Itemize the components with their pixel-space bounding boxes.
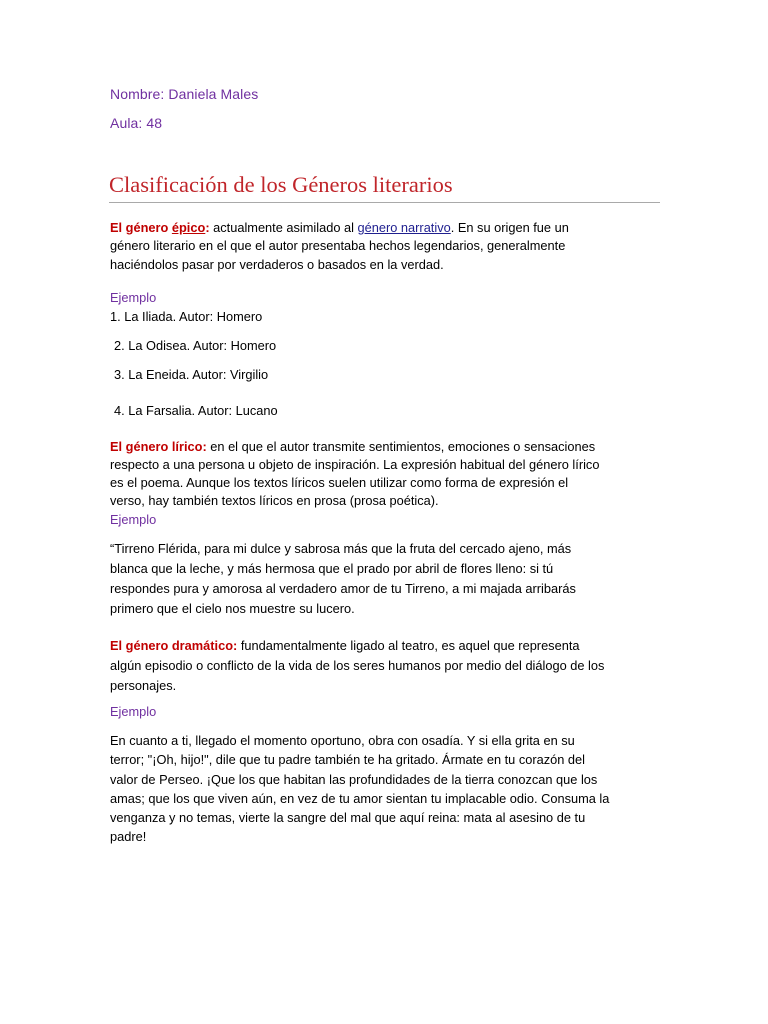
dramatico-line-3: personajes.: [110, 678, 177, 693]
dramatico-example-line: En cuanto a ti, llegado el momento oportuno, obra con osadía. Y si ella grita en su: [110, 733, 575, 748]
page-title: Clasificación de los Géneros literarios: [109, 172, 660, 203]
dramatico-example-line: padre!: [110, 829, 147, 845]
epico-line-2: género literario en el que el autor presentaba hechos legendarios, generalmente: [110, 238, 566, 254]
lirico-line-3: es el poema. Aunque los textos líricos suelen utilizar como forma de expresión el: [110, 475, 569, 490]
lirico-label: El género lírico:: [110, 439, 207, 454]
epico-example-item: 4. La Farsalia. Autor: Lucano: [114, 403, 278, 418]
dramatico-example-line: valor de Perseo. ¡Que los que habitan las profundidades de la tierra conozcan que los: [110, 771, 598, 787]
ejemplo-heading-lirico: Ejemplo: [110, 512, 157, 527]
dramatico-label: El género dramático:: [110, 638, 238, 653]
epico-line1-rest: . En su origen fue un: [450, 220, 569, 235]
dramatico-example-line: amas; que los que viven aún, en vez de tu amor sientan tu implacable odio. Consuma la: [110, 790, 610, 806]
genero-narrativo-link[interactable]: género narrativo: [357, 220, 451, 235]
lirico-example-line: “Tirreno Flérida, para mi dulce y sabrosa más que la fruta del cercado ajeno, más: [110, 541, 572, 556]
lirico-example-line: primero que el cielo nos muestre su lucero.: [110, 601, 355, 616]
student-name: Nombre: Daniela Males: [110, 86, 259, 102]
epico-paragraph: [110, 219, 670, 274]
lirico-line-2: respecto a una persona u objeto de inspiración. La expresión habitual del género lírico: [110, 457, 600, 472]
epico-label-word: épico: [171, 220, 206, 235]
lirico-example-line: blanca que la leche, y más hermosa que el prado por abril de flores lleno: si tú: [110, 561, 554, 576]
ejemplo-heading-dramatico: Ejemplo: [110, 704, 157, 719]
epico-label-colon: :: [205, 220, 210, 235]
lirico-line-1: en el que el autor transmite sentimientos, emociones o sensaciones: [206, 439, 596, 454]
lirico-paragraph: [110, 438, 670, 510]
epico-example-item: 3. La Eneida. Autor: Virgilio: [114, 367, 269, 382]
dramatico-line-1: fundamentalmente ligado al teatro, es aquel que representa: [237, 638, 580, 653]
lirico-line-4: verso, hay también textos líricos en prosa (prosa poética).: [110, 493, 439, 508]
classroom-number: Aula: 48: [110, 115, 163, 131]
epico-example-item: 1. La Iliada. Autor: Homero: [110, 309, 263, 324]
dramatico-line-2: algún episodio o conflicto de la vida de los seres humanos por medio del diálogo de los: [110, 658, 605, 673]
dramatico-example-line: terror; "¡Oh, hijo!", dile que tu padre también te ha gritado. Ármate en tu corazón del: [110, 752, 586, 768]
epico-line-3: haciéndolos pasar por verdaderos o basados en la verdad.: [110, 256, 444, 272]
epico-label-prefix: El género: [110, 220, 172, 235]
dramatico-example-line: venganza y no temas, vierte la sangre del mal que aquí reina: mata al asesino de tu: [110, 810, 586, 826]
epico-example-item: 2. La Odisea. Autor: Homero: [114, 338, 277, 353]
lirico-example-line: respondes pura y amorosa al verdadero amor de tu Tirreno, a mi majada arribarás: [110, 581, 576, 596]
ejemplo-heading-epico: Ejemplo: [110, 290, 157, 305]
dramatico-example-quote: [110, 731, 670, 847]
lirico-example-quote: [110, 539, 670, 619]
dramatico-paragraph: [110, 636, 670, 696]
epico-text-before-link: actualmente asimilado al: [209, 220, 358, 235]
